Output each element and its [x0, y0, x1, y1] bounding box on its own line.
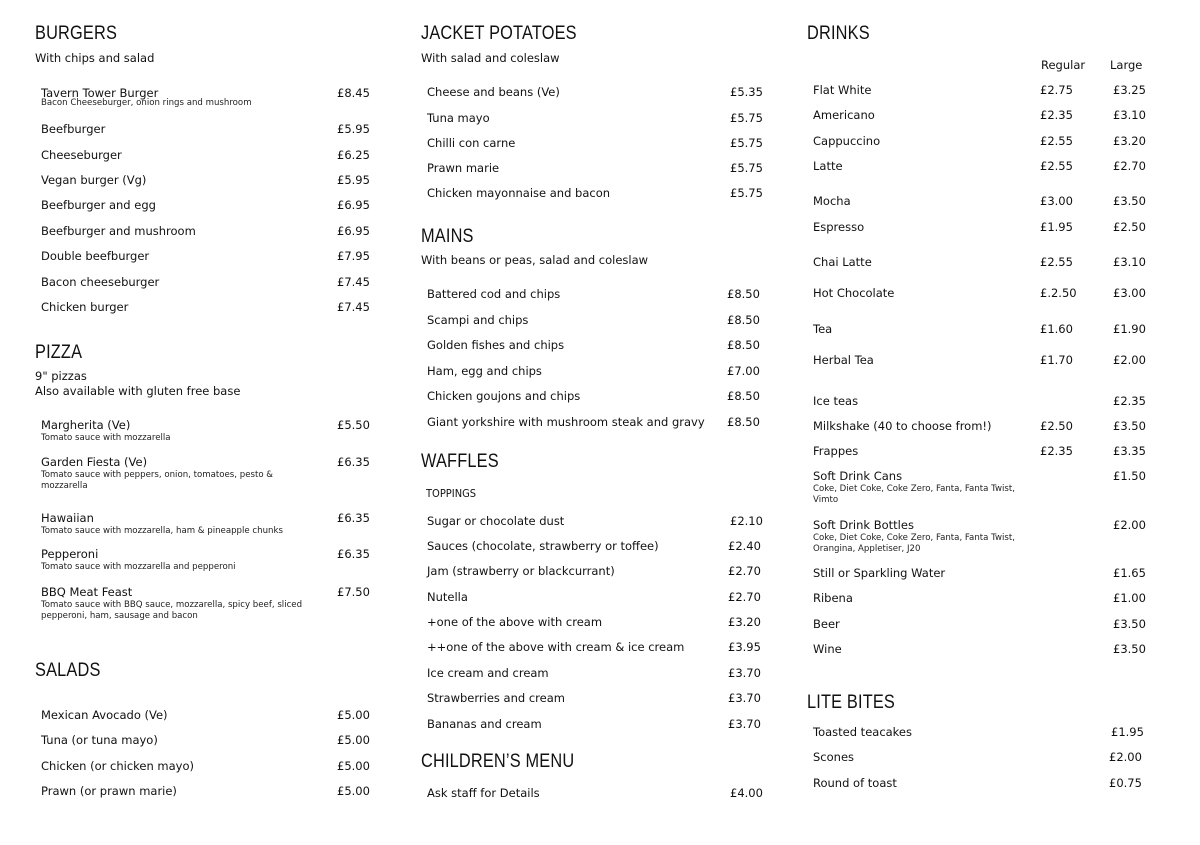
- item-price-large: £2.35: [1113, 394, 1146, 408]
- item-desc: Coke, Diet Coke, Coke Zero, Fanta, Fanta Twist, Orangina, Appletiser, J20: [813, 533, 1015, 554]
- item-price: £3.70: [728, 717, 761, 731]
- item-name: Frappes: [813, 444, 859, 458]
- item-name: Golden fishes and chips: [427, 338, 565, 352]
- item-price: £5.00: [337, 759, 370, 773]
- item-price-regular: £2.35: [1040, 108, 1073, 122]
- item-name: Scampi and chips: [427, 313, 529, 327]
- item-price: £5.75: [730, 111, 763, 125]
- item-price: £8.50: [727, 313, 760, 327]
- item-price: £5.75: [730, 136, 763, 150]
- item-price: £5.75: [730, 186, 763, 200]
- item-price-large: £3.10: [1113, 255, 1146, 269]
- item-name: Vegan burger (Vg): [41, 173, 147, 187]
- item-price: £5.75: [730, 161, 763, 175]
- item-price-large: £2.00: [1113, 518, 1146, 532]
- item-price-regular: £1.95: [1040, 220, 1073, 234]
- item-name: Tuna mayo: [427, 111, 490, 125]
- section-subtitle-burgers: With chips and salad: [35, 51, 155, 65]
- item-price-large: £1.65: [1113, 566, 1146, 580]
- item-name: Tea: [813, 322, 833, 336]
- item-name: Still or Sparkling Water: [813, 566, 946, 580]
- section-title-mains: MAINS: [421, 226, 474, 247]
- item-name: Cheeseburger: [41, 148, 122, 162]
- item-name: Chicken goujons and chips: [427, 389, 581, 403]
- item-name: Nutella: [427, 590, 468, 604]
- item-price-large: £3.50: [1113, 194, 1146, 208]
- item-desc: Tomato sauce with peppers, onion, tomatoes, pesto & mozzarella: [41, 470, 274, 491]
- item-price-regular: £1.60: [1040, 322, 1073, 336]
- item-name: Sugar or chocolate dust: [427, 514, 565, 528]
- item-name: +one of the above with cream: [427, 615, 603, 629]
- item-price-large: £3.35: [1113, 444, 1146, 458]
- item-name: Soft Drink Bottles: [813, 518, 914, 532]
- item-price: £7.45: [337, 275, 370, 289]
- item-price-large: £3.20: [1113, 134, 1146, 148]
- item-name: Bananas and cream: [427, 717, 542, 731]
- item-name: Milkshake (40 to choose from!): [813, 419, 992, 433]
- item-name: Cheese and beans (Ve): [427, 85, 560, 99]
- item-name: Tuna (or tuna mayo): [41, 733, 158, 747]
- item-price: £5.95: [337, 122, 370, 136]
- section-subtitle-toppings: TOPPINGS: [426, 487, 477, 500]
- section-title-drinks: DRINKS: [807, 23, 870, 44]
- item-price: £5.35: [730, 85, 763, 99]
- item-price-large: £3.25: [1113, 83, 1146, 97]
- item-price-regular: £2.55: [1040, 134, 1073, 148]
- item-name: Ham, egg and chips: [427, 364, 542, 378]
- item-price-regular: £3.00: [1040, 194, 1073, 208]
- section-title-salads: SALADS: [35, 660, 101, 681]
- item-name: Mexican Avocado (Ve): [41, 708, 168, 722]
- item-name: Giant yorkshire with mushroom steak and gravy: [427, 415, 705, 429]
- item-name: Beefburger and mushroom: [41, 224, 196, 238]
- section-title-lite-bites: LITE BITES: [807, 692, 895, 713]
- item-price: £5.00: [337, 708, 370, 722]
- item-price: £8.50: [727, 287, 760, 301]
- item-name: Latte: [813, 159, 843, 173]
- item-name: Chicken mayonnaise and bacon: [427, 186, 611, 200]
- item-price-regular: £2.55: [1040, 255, 1073, 269]
- item-name: Cappuccino: [813, 134, 881, 148]
- item-name: Prawn (or prawn marie): [41, 784, 177, 798]
- item-name: Chicken (or chicken mayo): [41, 759, 194, 773]
- item-name: Bacon cheeseburger: [41, 275, 160, 289]
- item-price-large: £3.10: [1113, 108, 1146, 122]
- item-price: £6.25: [337, 148, 370, 162]
- item-price-regular: £1.70: [1040, 353, 1073, 367]
- section-subtitle-pizza: 9" pizzas: [35, 369, 87, 383]
- item-price-large: £3.50: [1113, 419, 1146, 433]
- item-name: Round of toast: [813, 776, 897, 790]
- item-price: £3.70: [728, 691, 761, 705]
- item-name: BBQ Meat Feast: [41, 585, 133, 599]
- item-name: Jam (strawberry or blackcurrant): [427, 564, 615, 578]
- item-price: £2.40: [728, 539, 761, 553]
- item-desc: Tomato sauce with mozzarella and pepperoni: [41, 562, 236, 572]
- item-price: £5.95: [337, 173, 370, 187]
- item-name: Battered cod and chips: [427, 287, 561, 301]
- item-name: Hawaiian: [41, 511, 94, 525]
- item-name: Hot Chocolate: [813, 286, 895, 300]
- item-price: £8.50: [727, 338, 760, 352]
- item-desc: Coke, Diet Coke, Coke Zero, Fanta, Fanta Twist, Vimto: [813, 484, 1015, 505]
- item-name: ++one of the above with cream & ice cream: [427, 640, 685, 654]
- section-title-jacket-potatoes: JACKET POTATOES: [421, 23, 577, 44]
- item-name: Margherita (Ve): [41, 418, 131, 432]
- item-name: Wine: [813, 642, 842, 656]
- item-desc: Tomato sauce with mozzarella: [41, 433, 171, 443]
- item-price: £6.35: [337, 547, 370, 561]
- item-price: £7.95: [337, 249, 370, 263]
- column-header-regular: Regular: [1041, 58, 1086, 72]
- item-name: Beefburger: [41, 122, 106, 136]
- item-name: Chilli con carne: [427, 136, 516, 150]
- item-price-large: £2.00: [1113, 353, 1146, 367]
- item-price: £7.50: [337, 585, 370, 599]
- item-name: Toasted teacakes: [813, 725, 913, 739]
- item-price-large: £2.50: [1113, 220, 1146, 234]
- item-price-large: £1.90: [1113, 322, 1146, 336]
- item-name: Chai Latte: [813, 255, 872, 269]
- item-price: £5.00: [337, 733, 370, 747]
- item-price: £5.00: [337, 784, 370, 798]
- item-price-large: £3.50: [1113, 617, 1146, 631]
- item-name: Espresso: [813, 220, 865, 234]
- item-desc: Tomato sauce with BBQ sauce, mozzarella, spicy beef, sliced pepperoni, ham, sausage and bacon: [41, 600, 303, 621]
- item-price-regular: £2.75: [1040, 83, 1073, 97]
- item-price: £1.95: [1111, 725, 1144, 739]
- item-name: Tavern Tower Burger: [41, 86, 159, 100]
- item-price-large: £1.00: [1113, 591, 1146, 605]
- item-name: Soft Drink Cans: [813, 469, 903, 483]
- item-desc: Tomato sauce with mozzarella, ham & pineapple chunks: [41, 526, 283, 536]
- item-price: £2.70: [728, 590, 761, 604]
- section-title-childrens-menu: CHILDREN’S MENU: [421, 751, 575, 772]
- item-name: Ask staff for Details: [427, 786, 540, 800]
- section-title-pizza: PIZZA: [35, 342, 83, 363]
- item-price: £6.95: [337, 198, 370, 212]
- section-subtitle-pizza-gluten: Also available with gluten free base: [35, 384, 241, 398]
- item-price: £7.00: [727, 364, 760, 378]
- item-name: Herbal Tea: [813, 353, 874, 367]
- item-price-regular: £2.35: [1040, 444, 1073, 458]
- item-price: £8.45: [337, 86, 370, 100]
- item-price: £4.00: [730, 786, 763, 800]
- item-price: £3.70: [728, 666, 761, 680]
- item-name: Scones: [813, 750, 855, 764]
- item-desc: Bacon Cheeseburger, onion rings and mushroom: [41, 98, 252, 108]
- item-name: Sauces (chocolate, strawberry or toffee): [427, 539, 659, 553]
- item-name: Mocha: [813, 194, 851, 208]
- item-name: Ice cream and cream: [427, 666, 549, 680]
- item-price: £6.35: [337, 511, 370, 525]
- item-name: Chicken burger: [41, 300, 129, 314]
- section-title-waffles: WAFFLES: [421, 451, 499, 472]
- item-name: Prawn marie: [427, 161, 500, 175]
- item-name: Americano: [813, 108, 875, 122]
- item-price-regular: £2.50: [1040, 419, 1073, 433]
- item-price-large: £3.00: [1113, 286, 1146, 300]
- item-price: £2.10: [730, 514, 763, 528]
- section-title-burgers: BURGERS: [35, 23, 118, 44]
- item-price: £6.35: [337, 455, 370, 469]
- item-price: £8.50: [727, 389, 760, 403]
- item-name: Pepperoni: [41, 547, 99, 561]
- section-subtitle-jacket-potatoes: With salad and coleslaw: [421, 51, 560, 65]
- item-price: £3.20: [728, 615, 761, 629]
- item-price: £6.95: [337, 224, 370, 238]
- item-price-large: £1.50: [1113, 469, 1146, 483]
- item-price: £8.50: [727, 415, 760, 429]
- item-price-large: £2.70: [1113, 159, 1146, 173]
- item-name: Garden Fiesta (Ve): [41, 455, 148, 469]
- item-price-large: £3.50: [1113, 642, 1146, 656]
- section-subtitle-mains: With beans or peas, salad and coleslaw: [421, 253, 649, 267]
- item-name: Beefburger and egg: [41, 198, 156, 212]
- item-price: £7.45: [337, 300, 370, 314]
- item-price: £5.50: [337, 418, 370, 432]
- item-name: Flat White: [813, 83, 872, 97]
- item-price: £2.00: [1109, 750, 1142, 764]
- item-name: Ice teas: [813, 394, 859, 408]
- item-name: Ribena: [813, 591, 853, 605]
- item-price: £0.75: [1109, 776, 1142, 790]
- column-header-large: Large: [1110, 58, 1143, 72]
- item-name: Beer: [813, 617, 840, 631]
- item-name: Strawberries and cream: [427, 691, 565, 705]
- item-price: £3.95: [728, 640, 761, 654]
- item-price-regular: £.2.50: [1040, 286, 1077, 300]
- item-price: £2.70: [728, 564, 761, 578]
- item-price-regular: £2.55: [1040, 159, 1073, 173]
- item-name: Double beefburger: [41, 249, 150, 263]
